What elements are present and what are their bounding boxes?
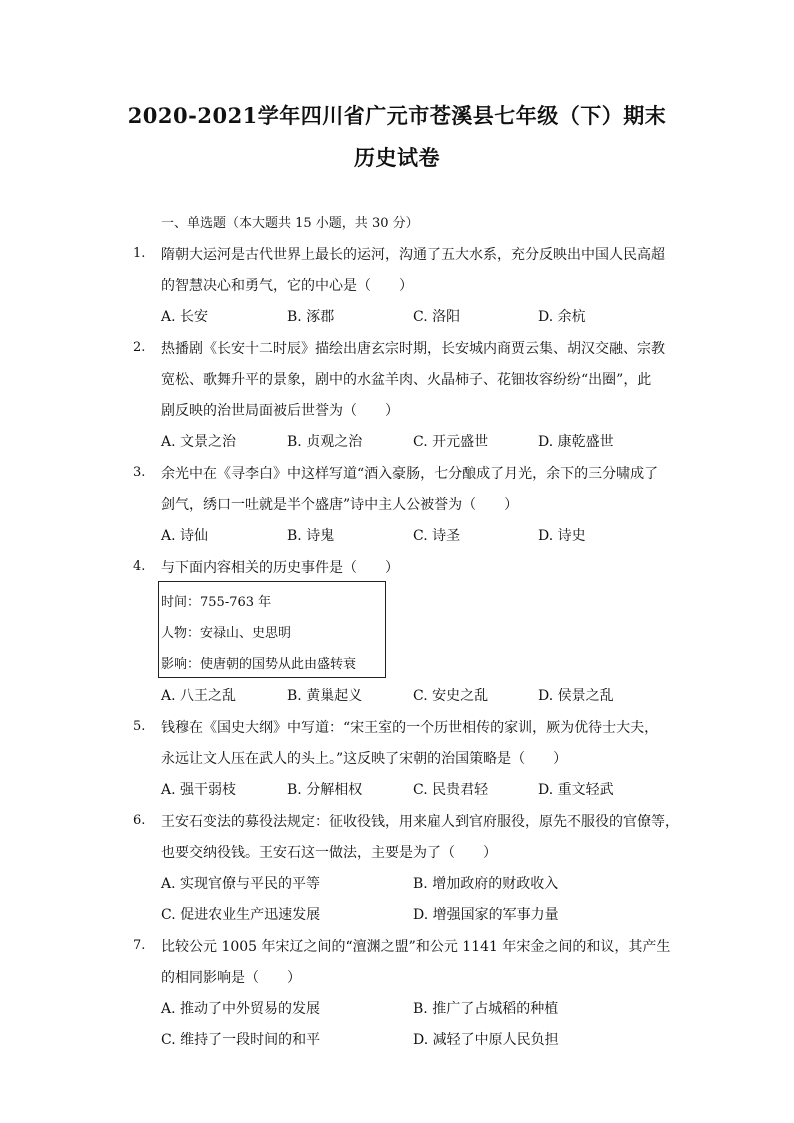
option-a[interactable]: A. 推动了中外贸易的发展: [161, 1001, 321, 1017]
option-a[interactable]: A. 文景之治: [161, 434, 237, 450]
question-text: 剧反映的治世局面被后世誉为（ ）: [161, 403, 399, 419]
option-c[interactable]: C. 促进农业生产迅速发展: [161, 907, 321, 923]
option-c[interactable]: C. 洛阳: [413, 309, 461, 325]
option-b[interactable]: B. 诗鬼: [287, 528, 335, 544]
option-b[interactable]: B. 贞观之治: [287, 434, 363, 450]
question-number: 7.: [133, 938, 146, 953]
option-a[interactable]: A. 长安: [161, 309, 209, 325]
question-text: 王安石变法的募役法规定：征收役钱，用来雇人到官府服役，原先不服役的官僚等，: [161, 814, 679, 830]
option-b[interactable]: B. 黄巢起义: [287, 688, 363, 704]
question-number: 5.: [133, 719, 146, 734]
option-d[interactable]: D. 诗史: [538, 528, 586, 544]
question-text: 也要交纳役钱。王安石这一做法，主要是为了（ ）: [161, 845, 497, 861]
question-number: 4.: [133, 559, 146, 574]
option-b[interactable]: B. 增加政府的财政收入: [413, 876, 559, 892]
option-d[interactable]: D. 减轻了中原人民负担: [413, 1032, 559, 1048]
info-people: 人物：安禄山、史思明: [161, 626, 292, 641]
section-heading: 一、单选题（本大题共 15 小题，共 30 分）: [161, 216, 419, 231]
option-d[interactable]: D. 增强国家的军事力量: [413, 907, 559, 923]
question-text: 宽松、歌舞升平的景象，剧中的水盆羊肉、火晶柿子、花钿妆容纷纷“出圈”，此: [161, 372, 652, 388]
question-text: 钱穆在《国史大纲》中写道：“宋王室的一个历世相传的家训，厥为优待士大夫，: [161, 720, 659, 736]
exam-title-line2: 历史试卷: [354, 145, 440, 170]
option-a[interactable]: A. 诗仙: [161, 528, 209, 544]
option-c[interactable]: C. 民贵君轻: [413, 782, 489, 798]
option-b[interactable]: B. 涿郡: [287, 309, 335, 325]
option-c[interactable]: C. 开元盛世: [413, 434, 489, 450]
option-c[interactable]: C. 诗圣: [413, 528, 461, 544]
option-d[interactable]: D. 侯景之乱: [538, 688, 614, 704]
info-impact: 影响：使唐朝的国势从此由盛转衰: [161, 657, 357, 672]
option-a[interactable]: A. 实现官僚与平民的平等: [161, 876, 321, 892]
question-text: 的智慧决心和勇气，它的中心是（ ）: [161, 278, 413, 294]
option-d[interactable]: D. 康乾盛世: [538, 434, 614, 450]
question-number: 3.: [133, 465, 146, 480]
question-text: 热播剧《长安十二时辰》描绘出唐玄宗时期，长安城内商贾云集、胡汉交融、宗教: [161, 341, 665, 357]
option-c[interactable]: C. 维持了一段时间的和平: [161, 1032, 321, 1048]
question-text: 余光中在《寻李白》中这样写道“酒入豪肠，七分酿成了月光，余下的三分啸成了: [161, 466, 659, 482]
option-b[interactable]: B. 推广了占城稻的种植: [413, 1001, 559, 1017]
option-a[interactable]: A. 强干弱枝: [161, 782, 237, 798]
question-text: 比较公元 1005 年宋辽之间的“澶渊之盟”和公元 1141 年宋金之间的和议，其产生: [161, 939, 671, 955]
question-number: 1.: [133, 246, 146, 261]
info-time: 时间：755-763 年: [161, 595, 272, 610]
option-b[interactable]: B. 分解相权: [287, 782, 363, 798]
exam-title-line1: 2020-2021学年四川省广元市苍溪县七年级（下）期末: [127, 103, 667, 128]
question-text: 剑气，绣口一吐就是半个盛唐”诗中主人公被誉为（ ）: [161, 497, 519, 513]
info-box: [158, 581, 386, 678]
option-d[interactable]: D. 余杭: [538, 309, 586, 325]
question-text: 隋朝大运河是古代世界上最长的运河，沟通了五大水系，充分反映出中国人民高超: [161, 247, 665, 263]
question-text: 永远让文人压在武人的头上。”这反映了宋朝的治国策略是（ ）: [161, 751, 568, 767]
option-a[interactable]: A. 八王之乱: [161, 688, 237, 704]
question-text: 与下面内容相关的历史事件是（ ）: [161, 560, 399, 576]
option-c[interactable]: C. 安史之乱: [413, 688, 489, 704]
question-text: 的相同影响是（ ）: [161, 970, 301, 986]
question-number: 2.: [133, 340, 146, 355]
option-d[interactable]: D. 重文轻武: [538, 782, 614, 798]
question-number: 6.: [133, 813, 146, 828]
